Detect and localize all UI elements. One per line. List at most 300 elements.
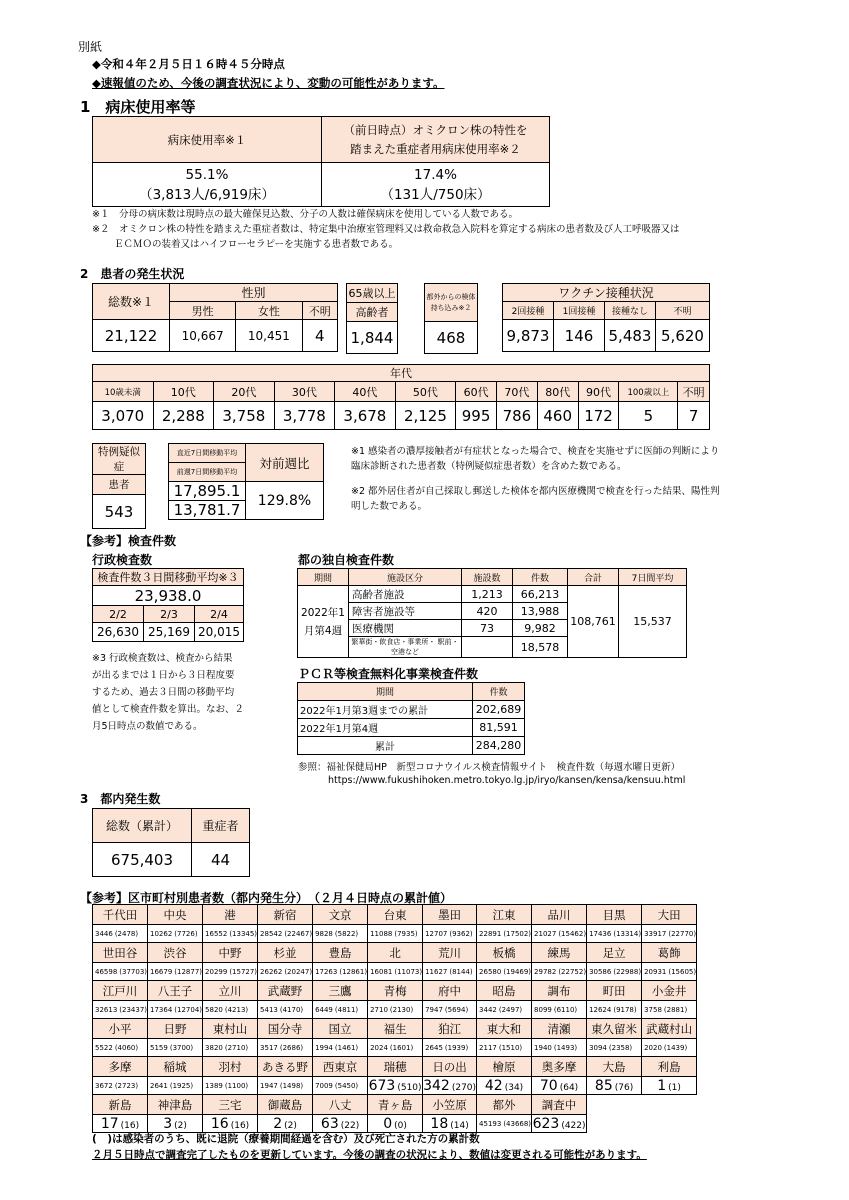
district-total: 22891: [479, 929, 502, 938]
district-recovered: (1439): [663, 1043, 688, 1052]
district-total: 7009: [315, 1081, 333, 1090]
districts-title: 【参考】区市町村別患者数（都内発生分） （２月４日時点の累計値）: [80, 891, 453, 905]
district-name: 三鷹: [313, 981, 368, 1001]
district-name: 世田谷: [93, 943, 148, 963]
severe-bed-header: （前日時点）オミクロン株の特性を 踏まえた重症者用病床使用率※２: [322, 117, 550, 163]
district-count: [148, 1001, 203, 1019]
district-total: 70: [539, 1077, 558, 1094]
district-name: 福生: [368, 1019, 423, 1039]
cumulative-value: 675,403: [93, 843, 192, 877]
district-count: [313, 963, 368, 981]
district-total: 3: [163, 1115, 173, 1132]
district-total: 32613: [95, 1005, 118, 1014]
district-recovered: (1493): [553, 1043, 578, 1052]
district-total: 17364: [150, 1005, 173, 1014]
district-name: 調布: [532, 981, 587, 1001]
admin-day-value: 20,015: [195, 623, 244, 642]
district-recovered: (15462): [558, 929, 587, 938]
unknown-gender-header: 不明: [302, 302, 337, 320]
source-text: 参照：福祉保健局HP 新型コロナウイルス検査情報サイト 検査件数（毎週水曜日更新）: [298, 762, 681, 773]
district-recovered: (4811): [334, 1005, 359, 1014]
admin-day-header: 2/4: [195, 606, 244, 623]
age-bracket-header: 40代: [335, 382, 396, 402]
district-total: 26580: [479, 967, 502, 976]
sec1-note1: ※１ 分母の病床数は現時点の最大確保見込数、分子の人数は確保病床を使用している人数である。: [92, 209, 518, 220]
district-recovered: (7935): [394, 929, 418, 938]
elderly-table: [346, 283, 398, 354]
admin-tests-note: ※3 行政検査数は、検査から結果 が出るまでは１日から３日程度要 するため、過去３日間の移動平均 値として検査件数を算出。なお、２ 月5日時点の数値である。: [92, 653, 245, 732]
district-total: 16552: [205, 929, 228, 938]
tokyo-period: 2022年1 月第4週: [298, 586, 349, 658]
admin-day-value: 26,630: [93, 623, 144, 642]
district-total: 18: [430, 1115, 449, 1132]
district-count: [423, 963, 477, 981]
district-name: 狛江: [423, 1019, 477, 1039]
district-recovered: (4170): [279, 1005, 304, 1014]
attachment-label: 別紙: [78, 40, 103, 54]
tokyo-facility-kind: 医療機関: [349, 620, 462, 637]
district-recovered: (9178): [613, 1005, 637, 1014]
pcr-table: [297, 682, 525, 755]
pcr-period: 2022年1月第3週までの累計: [298, 701, 473, 719]
district-name: 荒川: [423, 943, 477, 963]
district-name: 都外: [477, 1095, 532, 1115]
district-total: 673: [368, 1077, 396, 1094]
age-bracket-header: 60代: [456, 382, 497, 402]
district-recovered: (1498): [279, 1081, 304, 1090]
section2-title: 2 患者の発生状況: [80, 267, 185, 281]
district-total: 5522: [95, 1043, 113, 1052]
district-name: 多摩: [93, 1057, 148, 1077]
age-bracket-value: 2,125: [395, 402, 456, 430]
district-name: 江戸川: [93, 981, 148, 1001]
district-count: [148, 1077, 203, 1095]
district-name: 清瀬: [532, 1019, 587, 1039]
district-count: [368, 1077, 423, 1095]
district-name: 立川: [203, 981, 258, 1001]
district-recovered: (2478): [114, 929, 139, 938]
age-header: 年代: [93, 365, 710, 382]
districts-footnote1: ( )は感染者のうち、既に退院（療養期間経過を含む）及び死亡された方の累計数: [92, 1133, 480, 1145]
district-count: [477, 1115, 532, 1133]
age-bracket-value: 460: [537, 402, 578, 430]
district-recovered: (22770): [668, 929, 697, 938]
wow-value: 129.8%: [246, 482, 324, 520]
age-bracket-value: 5: [619, 402, 678, 430]
outside-sample-value: 468: [425, 322, 478, 354]
age-bracket-header: 10代: [153, 382, 214, 402]
pcr-col-header: 期間: [298, 683, 473, 701]
suspected-table: [92, 443, 146, 529]
district-recovered: (1601): [389, 1043, 414, 1052]
wow-header: 対前週比: [246, 444, 324, 482]
district-count: [93, 963, 148, 981]
district-recovered: (4060): [114, 1043, 139, 1052]
vac-1dose-header: 1回接種: [554, 302, 605, 320]
district-count: [477, 963, 532, 981]
district-total: 16679: [150, 967, 173, 976]
age-bracket-header: 50代: [395, 382, 456, 402]
district-count: [642, 1001, 697, 1019]
district-recovered: (15605): [668, 967, 697, 976]
avg-header-a: 直近7日間移動平均: [169, 444, 246, 463]
district-name: 板橋: [477, 943, 532, 963]
district-name: 品川: [532, 905, 587, 925]
district-count: [642, 1077, 697, 1095]
severe-header: 重症者: [192, 809, 250, 843]
district-name: 日野: [148, 1019, 203, 1039]
district-total: 21027: [534, 929, 557, 938]
age-bracket-header: 30代: [274, 382, 335, 402]
tokyo-col-header: 7日間平均: [619, 569, 687, 586]
district-recovered: (7726): [174, 929, 198, 938]
age-bracket-value: 3,678: [335, 402, 396, 430]
district-recovered: (5822): [334, 929, 359, 938]
notice: ◆速報値のため、今後の調査状況により、変動の可能性があります。: [92, 76, 445, 90]
district-total: 42: [484, 1077, 503, 1094]
district-count: [532, 1001, 587, 1019]
district-count: [532, 1039, 587, 1057]
district-recovered: (12704): [174, 1005, 203, 1014]
district-recovered: (2130): [389, 1005, 414, 1014]
district-count: [148, 1039, 203, 1057]
district-recovered: (22): [340, 1120, 360, 1131]
district-recovered: (1939): [444, 1043, 469, 1052]
district-recovered: (37703): [119, 967, 148, 976]
tokyo-col-header: 施設区分: [349, 569, 462, 586]
district-name: 中野: [203, 943, 258, 963]
district-total: 3758: [644, 1005, 662, 1014]
avg-value-b: 13,781.7: [169, 501, 246, 520]
district-count: [313, 1001, 368, 1019]
age-bracket-value: 3,758: [214, 402, 275, 430]
age-bracket-header: 100歳以上: [619, 382, 678, 402]
female-header: 女性: [236, 302, 302, 320]
district-total: 1940: [534, 1043, 552, 1052]
district-name: 神津島: [148, 1095, 203, 1115]
district-name: 新島: [93, 1095, 148, 1115]
district-total: 7947: [425, 1005, 443, 1014]
district-name: 杉並: [258, 943, 313, 963]
district-recovered: (2): [284, 1120, 297, 1131]
district-count: [93, 925, 148, 943]
district-recovered: (13314): [613, 929, 642, 938]
district-recovered: (510): [397, 1082, 422, 1093]
district-total: 26262: [260, 967, 283, 976]
district-recovered: (19469): [503, 967, 532, 976]
district-recovered: (20247): [284, 967, 313, 976]
age-bracket-value: 7: [678, 402, 710, 430]
district-recovered: (4213): [224, 1005, 249, 1014]
district-total: 5820: [205, 1005, 223, 1014]
district-total: 28542: [260, 929, 283, 938]
district-name: 三宅: [203, 1095, 258, 1115]
district-recovered: (2358): [608, 1043, 633, 1052]
vac-unknown-value: 5,620: [656, 320, 710, 352]
age-bracket-header: 90代: [578, 382, 619, 402]
tokyo-col-header: 期間: [298, 569, 349, 586]
district-name: 羽村: [203, 1057, 258, 1077]
district-name: 東久留米: [587, 1019, 642, 1039]
district-recovered: (9362): [449, 929, 473, 938]
admin-tests-value: 23,938.0: [93, 586, 244, 606]
age-bracket-header: 80代: [537, 382, 578, 402]
district-total: 1994: [315, 1043, 333, 1052]
district-count: [423, 1001, 477, 1019]
district-name: 千代田: [93, 905, 148, 925]
district-count: [313, 1115, 368, 1133]
district-name: 大田: [642, 905, 697, 925]
district-total: 11088: [370, 929, 393, 938]
outside-sample-table: [424, 283, 478, 354]
district-count: [148, 1115, 203, 1133]
tokyo-facility-count: 73: [462, 620, 513, 637]
district-name: 国分寺: [258, 1019, 313, 1039]
unknown-gender-value: 4: [302, 320, 337, 352]
age-bracket-header: 70代: [497, 382, 538, 402]
pcr-col-header: 件数: [473, 683, 525, 701]
district-name: 青梅: [368, 981, 423, 1001]
bed-usage-header: 病床使用率※１: [93, 117, 322, 163]
district-name: 港: [203, 905, 258, 925]
district-name: 町田: [587, 981, 642, 1001]
district-name: 小平: [93, 1019, 148, 1039]
district-total: 3446: [95, 929, 113, 938]
district-count: [532, 1077, 587, 1095]
district-total: 45193: [479, 1119, 502, 1128]
district-name: 新宿: [258, 905, 313, 925]
district-total: 17: [100, 1115, 119, 1132]
district-total: 17436: [589, 929, 612, 938]
vac-none-value: 5,483: [605, 320, 656, 352]
sec2-footnote2: ※2 都外居住者が自己採取し郵送した検体を都内医療機関で検査を行った結果、陽性判 明した数である。: [351, 486, 720, 512]
district-name: 東村山: [203, 1019, 258, 1039]
district-recovered: (5694): [444, 1005, 469, 1014]
district-recovered: (2723): [114, 1081, 139, 1090]
district-count: [258, 1115, 313, 1133]
district-total: 20299: [205, 967, 228, 976]
district-name: 日の出: [423, 1057, 477, 1077]
total-value: 21,122: [93, 320, 170, 352]
male-value: 10,667: [170, 320, 236, 352]
district-count: [93, 1039, 148, 1057]
district-name: 渋谷: [148, 943, 203, 963]
admin-day-header: 2/2: [93, 606, 144, 623]
district-count: [368, 1115, 423, 1133]
age-bracket-header: 10歳未満: [93, 382, 154, 402]
pcr-title: ＰＣＲ等検査無料化事業検査件数: [298, 667, 479, 681]
district-total: 623: [532, 1115, 560, 1132]
district-recovered: (15727): [229, 967, 258, 976]
vac-2dose-value: 9,873: [503, 320, 554, 352]
female-value: 10,451: [236, 320, 302, 352]
district-name: 足立: [587, 943, 642, 963]
district-name: 文京: [313, 905, 368, 925]
vaccination-header: ワクチン接種状況: [503, 284, 710, 302]
district-name: 墨田: [423, 905, 477, 925]
sec2-footnote1: ※1 感染者の濃厚接触者が有症状となった場合で、検査を実施せずに医師の判断により 臨床診断された患者数（特例疑似症患者数）を含めた数である。: [351, 446, 720, 472]
district-total: 2710: [370, 1005, 388, 1014]
elderly-header-b: 高齢者: [347, 303, 398, 322]
district-total: 17263: [315, 967, 338, 976]
timestamp: ◆令和４年２月５日１６時４５分時点: [92, 57, 285, 71]
suspected-header-a: 特例疑似症: [93, 444, 146, 475]
district-count: [93, 1115, 148, 1133]
district-total: 30586: [589, 967, 612, 976]
district-recovered: (22988): [613, 967, 642, 976]
district-name: 稲城: [148, 1057, 203, 1077]
district-recovered: (22467): [284, 929, 313, 938]
district-recovered: (23437): [119, 1005, 148, 1014]
district-count: [258, 925, 313, 943]
source-url[interactable]: https://www.fukushihoken.metro.tokyo.lg.jp/iryo/kansen/kensa/kensuu.html: [328, 775, 686, 786]
districts-table: [92, 904, 697, 1133]
suspected-value: 543: [93, 495, 146, 529]
admin-tests-table: [92, 568, 244, 642]
district-count: [368, 1039, 423, 1057]
tokyo-total: 108,761: [568, 586, 619, 658]
district-total: 85: [594, 1077, 613, 1094]
district-total: 9828: [315, 929, 333, 938]
age-bracket-value: 3,070: [93, 402, 154, 430]
male-header: 男性: [170, 302, 236, 320]
district-total: 0: [383, 1115, 393, 1132]
district-total: 3820: [205, 1043, 223, 1052]
tokyo-facility-count: 420: [462, 603, 513, 620]
pcr-count: 81,591: [473, 719, 525, 737]
district-count: [587, 1001, 642, 1019]
district-total: 12707: [425, 929, 448, 938]
district-total: 10262: [150, 929, 173, 938]
sec1-note2: ※２ オミクロン株の特性を踏まえた重症者数は、特定集中治療室管理料又は救命救急入院料を算定する病床の患者数及び人工呼吸器又は: [92, 224, 680, 235]
district-total: 3517: [260, 1043, 278, 1052]
section3-title: 3 都内発生数: [80, 792, 161, 806]
district-count: [93, 1077, 148, 1095]
vac-1dose-value: 146: [554, 320, 605, 352]
vac-none-header: 接種なし: [605, 302, 656, 320]
district-recovered: (8144): [449, 967, 473, 976]
admin-tests-title: 行政検査数: [92, 553, 153, 567]
district-total: 46598: [95, 967, 118, 976]
tokyo-tests-title: 都の独自検査件数: [298, 553, 395, 567]
age-bracket-value: 2,288: [153, 402, 214, 430]
sec1-note3: ＥＣＭＯの装着又はハイフローセラピーを実施する患者数である。: [114, 239, 399, 250]
district-total: 20931: [644, 967, 667, 976]
district-name: 東大和: [477, 1019, 532, 1039]
tokyo-test-count: 18,578: [513, 637, 568, 658]
district-count: [368, 1001, 423, 1019]
district-total: 2645: [425, 1043, 443, 1052]
district-count: [368, 963, 423, 981]
cumulative-header: 総数（累計）: [93, 809, 192, 843]
tokyo-7day-avg: 15,537: [619, 586, 687, 658]
district-count: [587, 1039, 642, 1057]
district-count: [532, 963, 587, 981]
district-recovered: (1925): [169, 1081, 194, 1090]
age-bracket-header: 不明: [678, 382, 710, 402]
district-recovered: (17502): [503, 929, 532, 938]
district-count: [423, 1115, 477, 1133]
district-total: 1947: [260, 1081, 278, 1090]
district-count: [587, 1077, 642, 1095]
district-recovered: (6110): [553, 1005, 578, 1014]
tokyo-facility-count: 1,213: [462, 586, 513, 603]
district-name: 小笠原: [423, 1095, 477, 1115]
age-bracket-value: 995: [456, 402, 497, 430]
district-total: 2024: [370, 1043, 388, 1052]
district-recovered: (12877): [174, 967, 203, 976]
admin-day-header: 2/3: [144, 606, 195, 623]
suspected-header-b: 患者: [93, 475, 146, 495]
district-recovered: (2686): [279, 1043, 304, 1052]
bed-usage-value: 55.1% （3,813人/6,919床）: [93, 163, 322, 207]
district-name: 青ヶ島: [368, 1095, 423, 1115]
district-name: 小金井: [642, 981, 697, 1001]
district-name: 瑞穂: [368, 1057, 423, 1077]
district-recovered: (3700): [169, 1043, 194, 1052]
district-count: [313, 925, 368, 943]
district-recovered: (12861): [339, 967, 368, 976]
section1-title: 1 病床使用率等: [80, 98, 196, 116]
district-count: [313, 1039, 368, 1057]
district-total: 5159: [150, 1043, 168, 1052]
age-bracket-value: 172: [578, 402, 619, 430]
district-name: 武蔵村山: [642, 1019, 697, 1039]
district-count: [258, 963, 313, 981]
district-count: [642, 925, 697, 943]
tokyo-total-table: [92, 808, 250, 877]
district-total: 3442: [479, 1005, 497, 1014]
elderly-value: 1,844: [347, 322, 398, 354]
district-count: [423, 1039, 477, 1057]
tokyo-col-header: 合計: [568, 569, 619, 586]
district-name: 御蔵島: [258, 1095, 313, 1115]
district-count: [203, 1077, 258, 1095]
district-total: 33917: [644, 929, 667, 938]
tokyo-col-header: 件数: [513, 569, 568, 586]
age-bracket-value: 3,778: [274, 402, 335, 430]
district-recovered: (2): [174, 1120, 187, 1131]
district-name: 利島: [642, 1057, 697, 1077]
district-count: [148, 963, 203, 981]
district-total: 16081: [370, 967, 393, 976]
district-total: 63: [320, 1115, 339, 1132]
district-count: [587, 963, 642, 981]
district-name: 武蔵野: [258, 981, 313, 1001]
tokyo-facility-kind: 繁華街・飲食店・事業所・ 駅前・空港など: [349, 637, 462, 658]
district-total: 16: [210, 1115, 229, 1132]
district-recovered: (16): [230, 1120, 250, 1131]
district-total: 5413: [260, 1005, 278, 1014]
district-name: 府中: [423, 981, 477, 1001]
pcr-count: 202,689: [473, 701, 525, 719]
district-count: [477, 1077, 532, 1095]
district-count: [423, 925, 477, 943]
district-total: 12624: [589, 1005, 612, 1014]
district-name: 檜原: [477, 1057, 532, 1077]
age-bracket-header: 20代: [214, 382, 275, 402]
pcr-period: 2022年1月第4週: [298, 719, 473, 737]
district-total: 3094: [589, 1043, 607, 1052]
district-name: 大島: [587, 1057, 642, 1077]
district-recovered: (2881): [663, 1005, 688, 1014]
district-recovered: (0): [394, 1120, 407, 1131]
vaccination-table: [502, 283, 710, 352]
district-count: [203, 925, 258, 943]
district-count: [148, 925, 203, 943]
district-count: [93, 1001, 148, 1019]
tokyo-facility-kind: 高齢者施設: [349, 586, 462, 603]
